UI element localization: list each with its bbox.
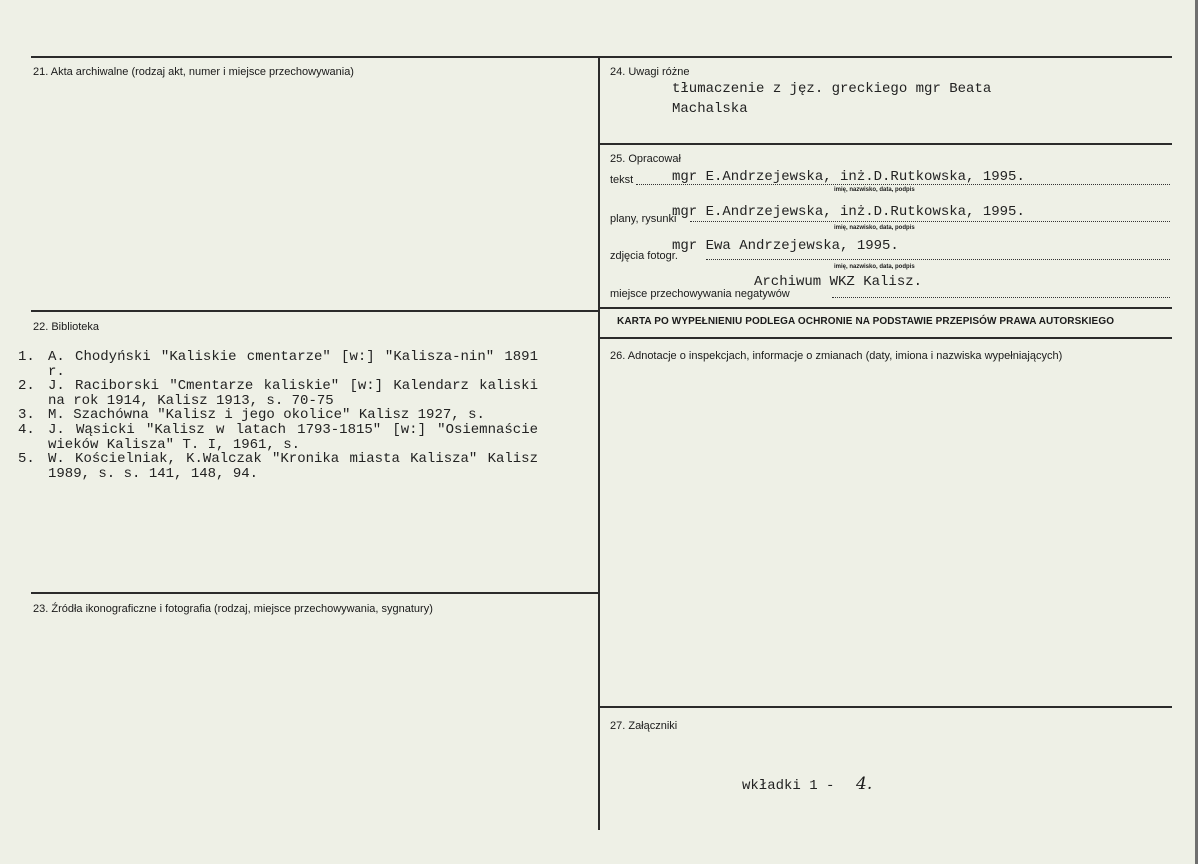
negatives-location-label: miejsce przechowywania negatywów	[610, 288, 790, 300]
rule-25-notice	[598, 307, 1172, 309]
text-author-label: tekst	[610, 174, 634, 186]
negatives-location-value: Archiwum WKZ Kalisz.	[754, 274, 923, 290]
bibliography-item	[18, 350, 538, 379]
copyright-notice: KARTA PO WYPEŁNIENIU PODLEGA OCHRONIE NA PODSTAWIE PRZEPISÓW PRAWA AUTORSKIEGO	[617, 316, 1115, 327]
attachments-typed: wkładki 1 -	[742, 778, 835, 794]
remarks-line-2: Machalska	[672, 101, 748, 117]
photos-author-line	[706, 259, 1170, 260]
plans-author-hint: imię, nazwisko, data, podpis	[834, 225, 915, 231]
bibliography-item-number: 5.	[18, 451, 35, 468]
photos-author-label: zdjęcia fotogr.	[610, 250, 678, 262]
bibliography-item-number: 4.	[18, 421, 35, 438]
section-23-label: 23. Źródła ikonograficzne i fotografia (rodzaj, miejsce przechowywania, sygnatury)	[33, 603, 433, 615]
center-divider	[598, 56, 600, 830]
section-21-label: 21. Akta archiwalne (rodzaj akt, numer i miejsce przechowywania)	[33, 66, 354, 78]
plans-author-line	[690, 221, 1170, 222]
bibliography-item-text: J. Raciborski "Cmentarze kaliskie" [w:] Kalendarz kaliski na rok 1914, Kalisz 1913, s. 70-75	[48, 378, 538, 409]
rule-22-23	[31, 592, 599, 594]
bibliography-item	[18, 408, 538, 423]
rule-26-27	[598, 706, 1172, 708]
bibliography-item-text: M. Szachówna "Kalisz i jego okolice" Kalisz 1927, s.	[48, 407, 485, 424]
remarks-line-1: tłumaczenie z jęz. greckiego mgr Beata	[672, 81, 992, 97]
text-author-value: mgr E.Andrzejewska, inż.D.Rutkowska, 1995.	[672, 169, 1025, 185]
bibliography-item-text: W. Kościelniak, K.Walczak "Kronika miasta Kalisza" Kalisz 1989, s. s. 141, 148, 94.	[48, 451, 538, 482]
top-rule	[31, 56, 1172, 58]
bibliography-item-text: A. Chodyński "Kaliskie cmentarze" [w:] "Kalisza-nin" 1891 r.	[48, 349, 538, 380]
rule-24-25	[598, 143, 1172, 145]
rule-notice-26	[598, 337, 1172, 339]
section-22-label: 22. Biblioteka	[33, 321, 100, 333]
attachments-handwritten: 4.	[856, 774, 873, 794]
plans-author-value: mgr E.Andrzejewska, inż.D.Rutkowska, 1995.	[672, 204, 1025, 220]
bibliography-item-text: J. Wąsicki "Kalisz w latach 1793-1815" [w:] "Osiemnaście wieków Kalisza" T. I, 1961, s.	[48, 421, 538, 453]
bibliography-item-number: 3.	[18, 407, 35, 424]
rule-21-22	[31, 310, 599, 312]
section-24-label: 24. Uwagi różne	[610, 66, 690, 78]
bibliography-item	[18, 379, 538, 408]
text-author-hint: imię, nazwisko, data, podpis	[834, 187, 915, 193]
photos-author-hint: imię, nazwisko, data, podpis	[834, 264, 915, 270]
section-27-label: 27. Załączniki	[610, 720, 678, 732]
section-26-label: 26. Adnotacje o inspekcjach, informacje o zmianach (daty, imiona i nazwiska wypełniających)	[610, 350, 1063, 362]
photos-author-value: mgr Ewa Andrzejewska, 1995.	[672, 238, 899, 254]
plans-author-label: plany, rysunki	[610, 213, 677, 225]
section-25-label: 25. Opracował	[610, 153, 681, 165]
bibliography-item	[18, 423, 538, 452]
bibliography-item-number: 1.	[18, 349, 35, 365]
bibliography-item-number: 2.	[18, 378, 35, 395]
negatives-location-line	[832, 297, 1170, 298]
bibliography-item	[18, 452, 538, 481]
bibliography-list	[18, 350, 538, 481]
